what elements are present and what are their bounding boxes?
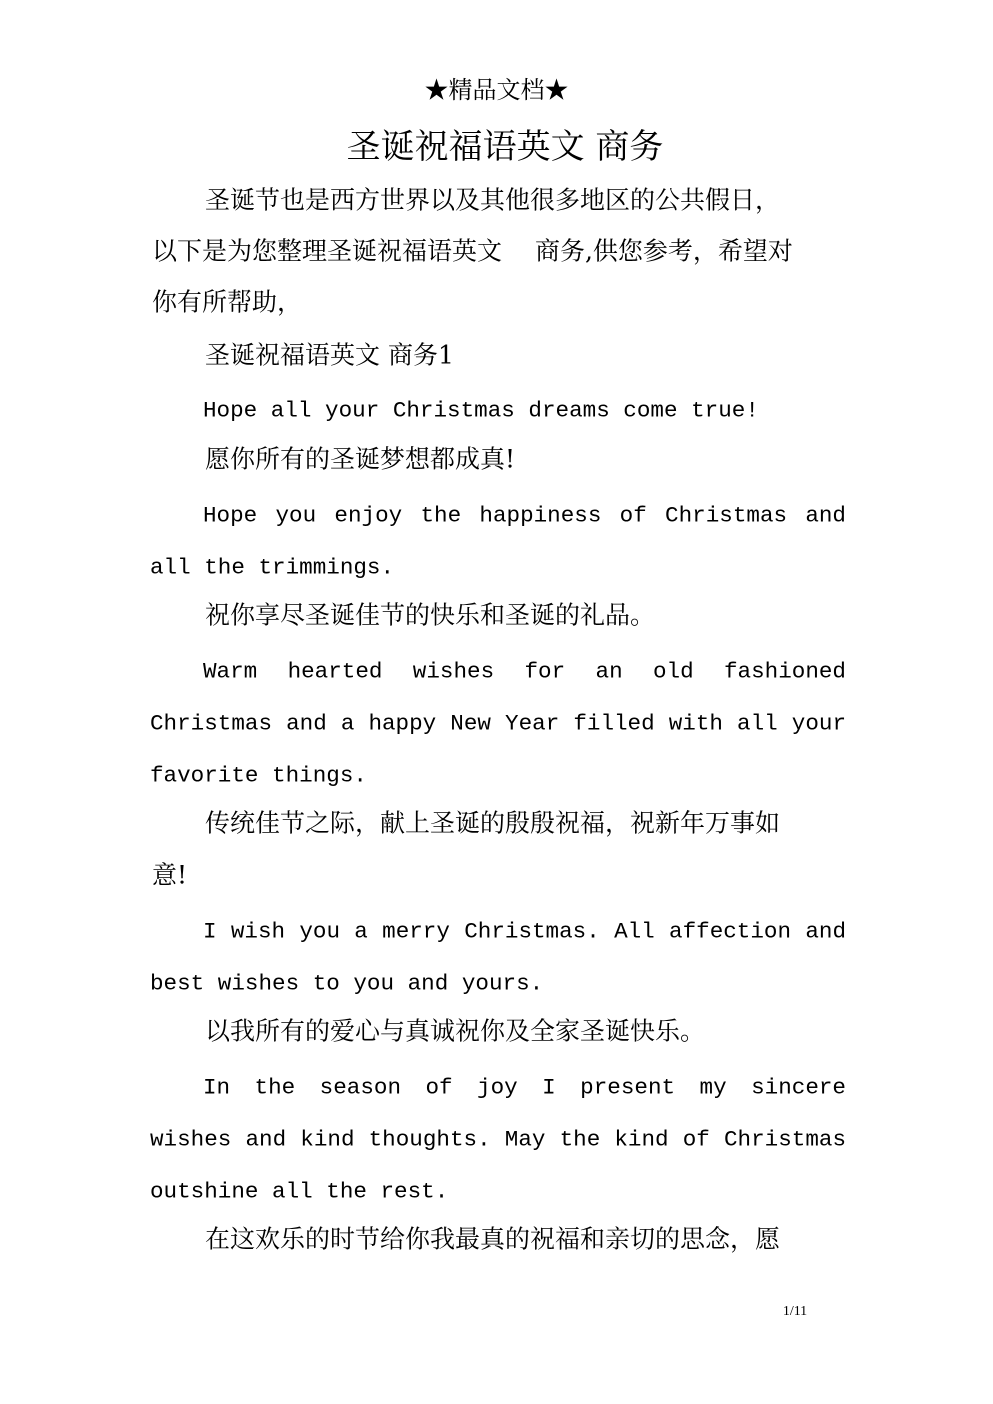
paragraph-line: 祝你享尽圣诞佳节的快乐和圣诞的礼品。 bbox=[205, 600, 656, 630]
paragraph-line: 圣诞节也是西方世界以及其他很多地区的公共假日， bbox=[205, 185, 781, 215]
section-heading: 圣诞祝福语英文 商务1 bbox=[205, 340, 454, 370]
paragraph-line: In the season of joy I present my sincere bbox=[203, 1074, 846, 1101]
paragraph-line: Christmas and a happy New Year filled with all your bbox=[150, 710, 846, 737]
paragraph-line: Hope all your Christmas dreams come true! bbox=[203, 397, 759, 424]
paragraph-line: 你有所帮助， bbox=[152, 287, 303, 317]
paragraph-line: Warm hearted wishes for an old fashioned bbox=[203, 658, 846, 685]
paragraph-line: 愿你所有的圣诞梦想都成真! bbox=[205, 444, 516, 474]
page-number: 1/11 bbox=[782, 1304, 808, 1319]
paragraph-line: 以下是为您整理圣诞祝福语英文 商务,供您参考，希望对 bbox=[152, 236, 793, 266]
paragraph-line: all the trimmings. bbox=[150, 554, 395, 581]
document-title: 圣诞祝福语英文 商务 bbox=[346, 127, 664, 167]
paragraph-line: favorite things. bbox=[150, 762, 367, 789]
paragraph-line: Hope you enjoy the happiness of Christmas and bbox=[203, 502, 846, 529]
paragraph-line: best wishes to you and yours. bbox=[150, 970, 544, 997]
paragraph-line: 意! bbox=[152, 860, 188, 890]
document-header: ★精品文档★ bbox=[424, 76, 569, 104]
paragraph-line: 以我所有的爱心与真诚祝你及全家圣诞快乐。 bbox=[205, 1016, 706, 1046]
paragraph-line: outshine all the rest. bbox=[150, 1178, 449, 1205]
paragraph-line: 在这欢乐的时节给你我最真的祝福和亲切的思念，愿 bbox=[205, 1224, 781, 1254]
paragraph-line: wishes and kind thoughts. May the kind of Christmas bbox=[150, 1126, 846, 1153]
paragraph-line: 传统佳节之际，献上圣诞的殷殷祝福，祝新年万事如 bbox=[205, 808, 781, 838]
paragraph-line: I wish you a merry Christmas. All affection and bbox=[203, 918, 846, 945]
